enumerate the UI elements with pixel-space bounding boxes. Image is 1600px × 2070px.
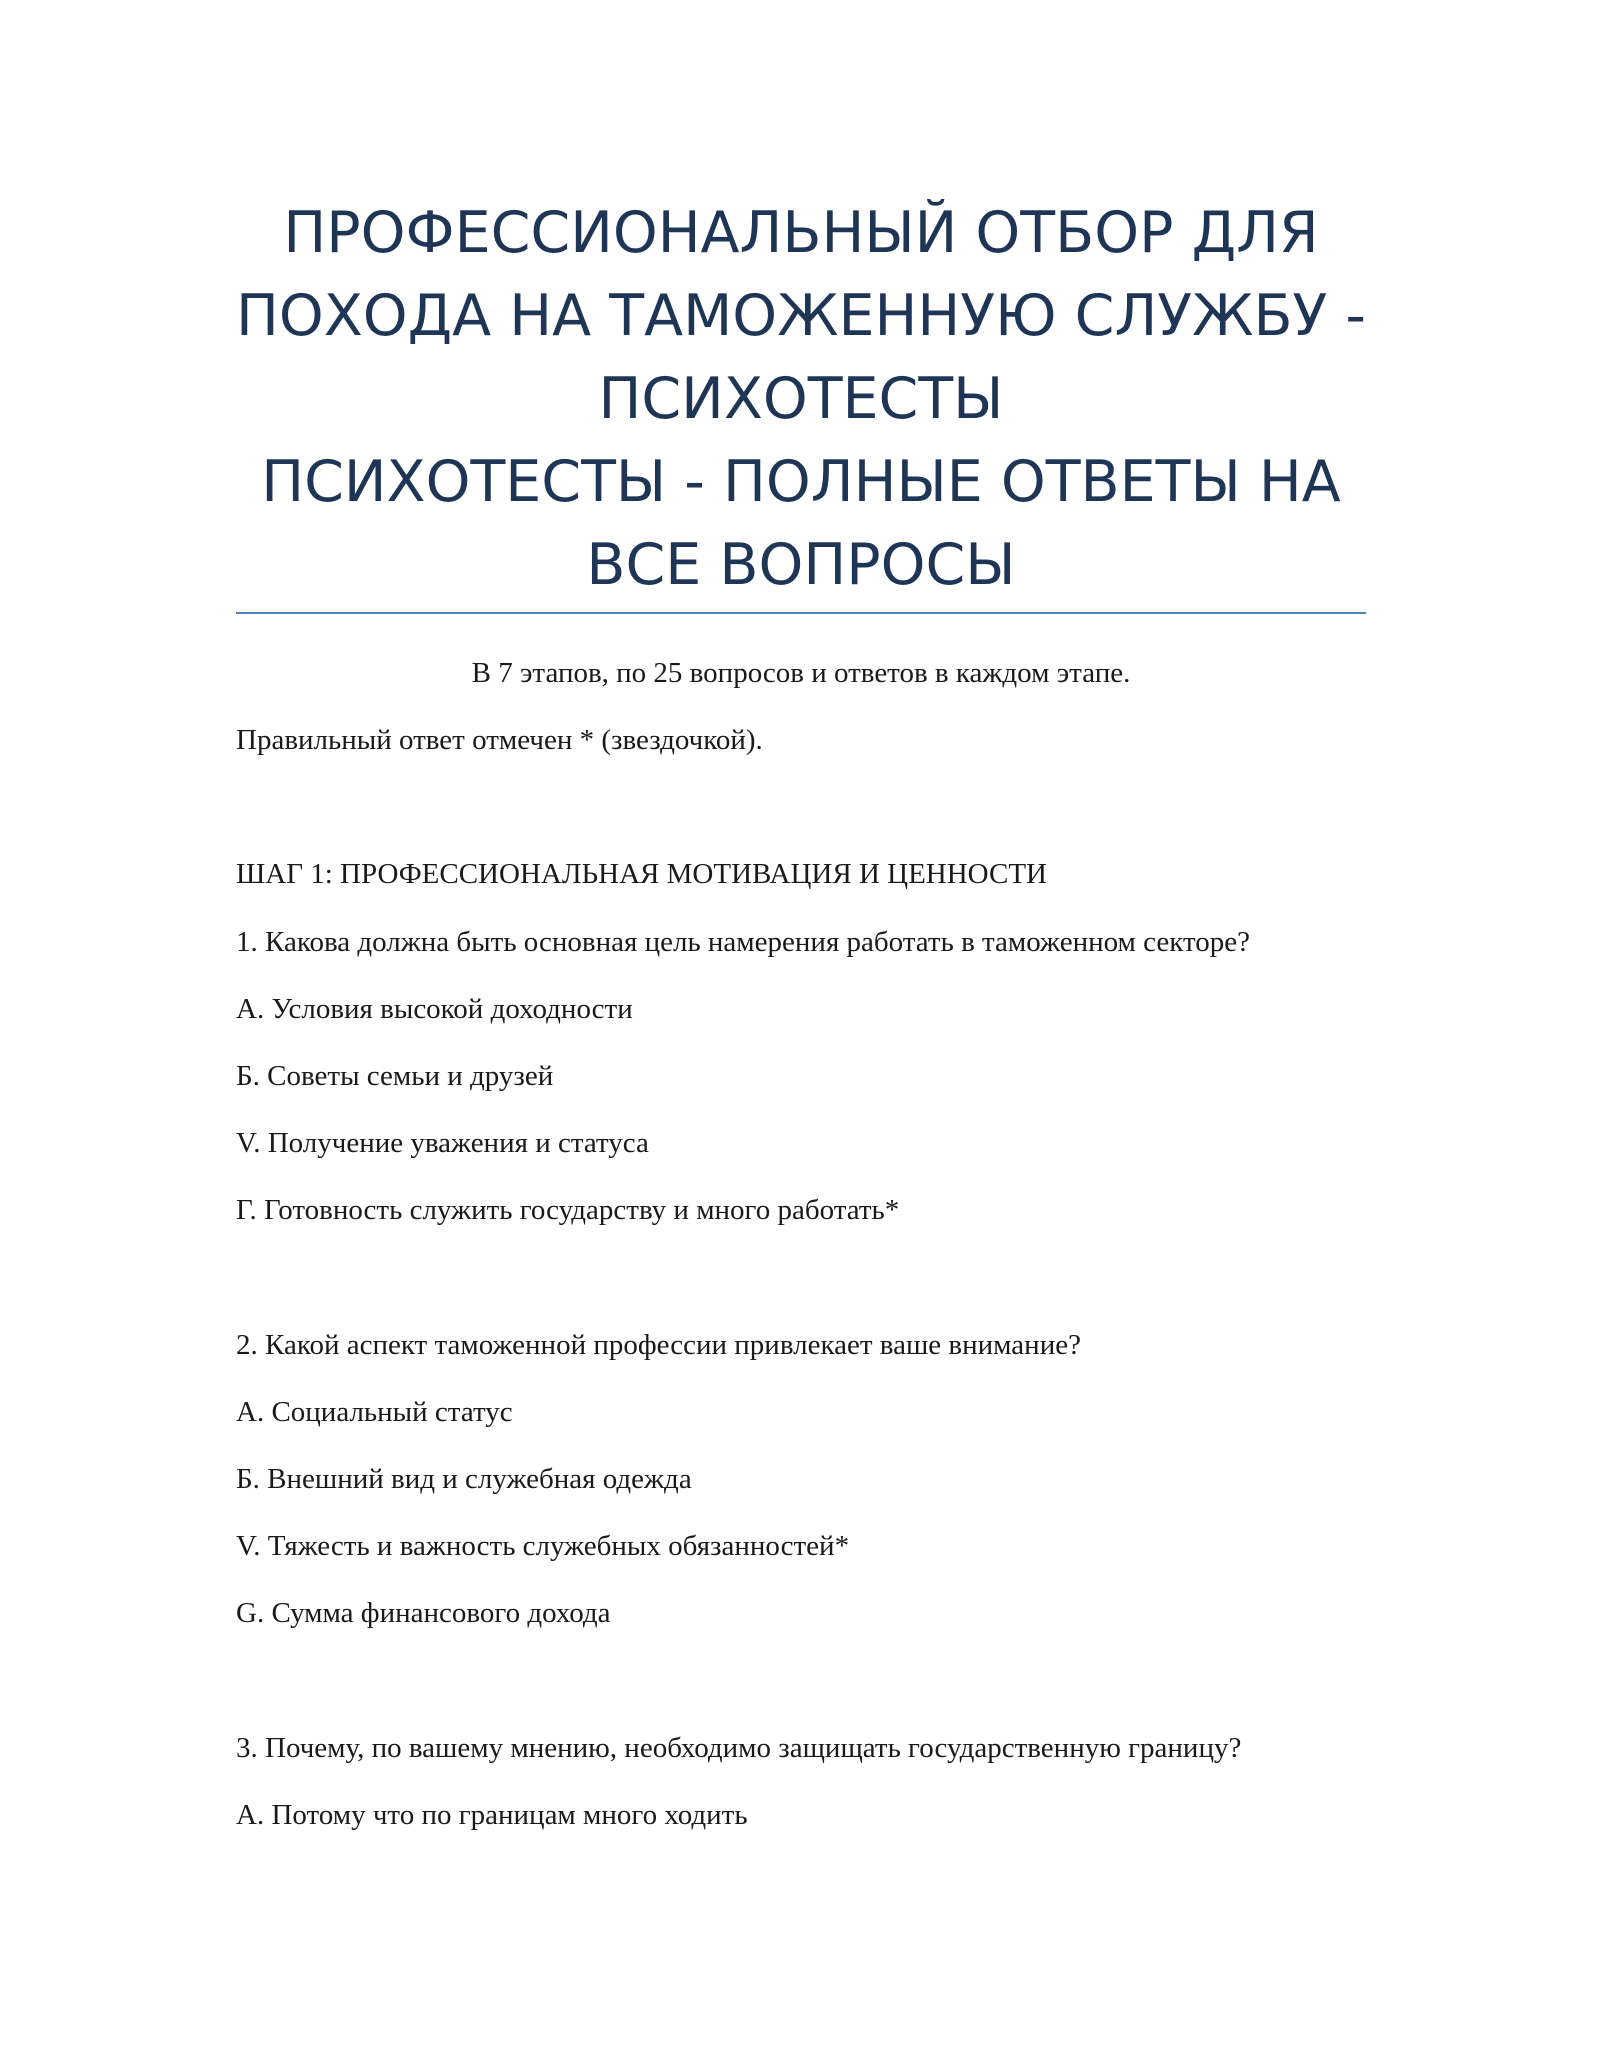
answer-option: V. Получение уважения и статуса [236, 1127, 649, 1159]
question-text: 1. Какова должна быть основная цель намерения работать в таможенном секторе? [236, 926, 1250, 958]
answer-option: Г. Готовность служить государству и много работать* [236, 1194, 900, 1226]
answer-option: А. Потому что по границам много ходить [236, 1799, 748, 1831]
title-line: ПРОФЕССИОНАЛЬНЫЙ ОТБОР ДЛЯ [283, 200, 1319, 266]
answer-option: G. Сумма финансового дохода [236, 1597, 611, 1629]
step-heading: ШАГ 1: ПРОФЕССИОНАЛЬНАЯ МОТИВАЦИЯ И ЦЕННОСТИ [236, 858, 1047, 890]
question-text: 2. Какой аспект таможенной профессии привлекает ваше внимание? [236, 1329, 1081, 1361]
title-line: ПОХОДА НА ТАМОЖЕННУЮ СЛУЖБУ - [236, 283, 1366, 349]
answer-option: А. Условия высокой доходности [236, 993, 633, 1025]
title-line: ВСЕ ВОПРОСЫ [586, 532, 1016, 598]
answer-option: Б. Советы семьи и друзей [236, 1060, 554, 1092]
title-line: ПСИХОТЕСТЫ [598, 366, 1004, 432]
answer-option: Б. Внешний вид и служебная одежда [236, 1463, 692, 1495]
answer-option: А. Социальный статус [236, 1396, 513, 1428]
question-text: 3. Почему, по вашему мнению, необходимо защищать государственную границу? [236, 1732, 1242, 1764]
document-title [236, 192, 1366, 607]
answer-key-note: Правильный ответ отмечен * (звездочкой). [236, 724, 763, 756]
answer-option: V. Тяжесть и важность служебных обязанностей* [236, 1530, 850, 1562]
title-line: ПСИХОТЕСТЫ - ПОЛНЫЕ ОТВЕТЫ НА [261, 449, 1341, 515]
intro-paragraph: В 7 этапов, по 25 вопросов и ответов в каждом этапе. [471, 657, 1131, 689]
title-divider [236, 612, 1366, 614]
